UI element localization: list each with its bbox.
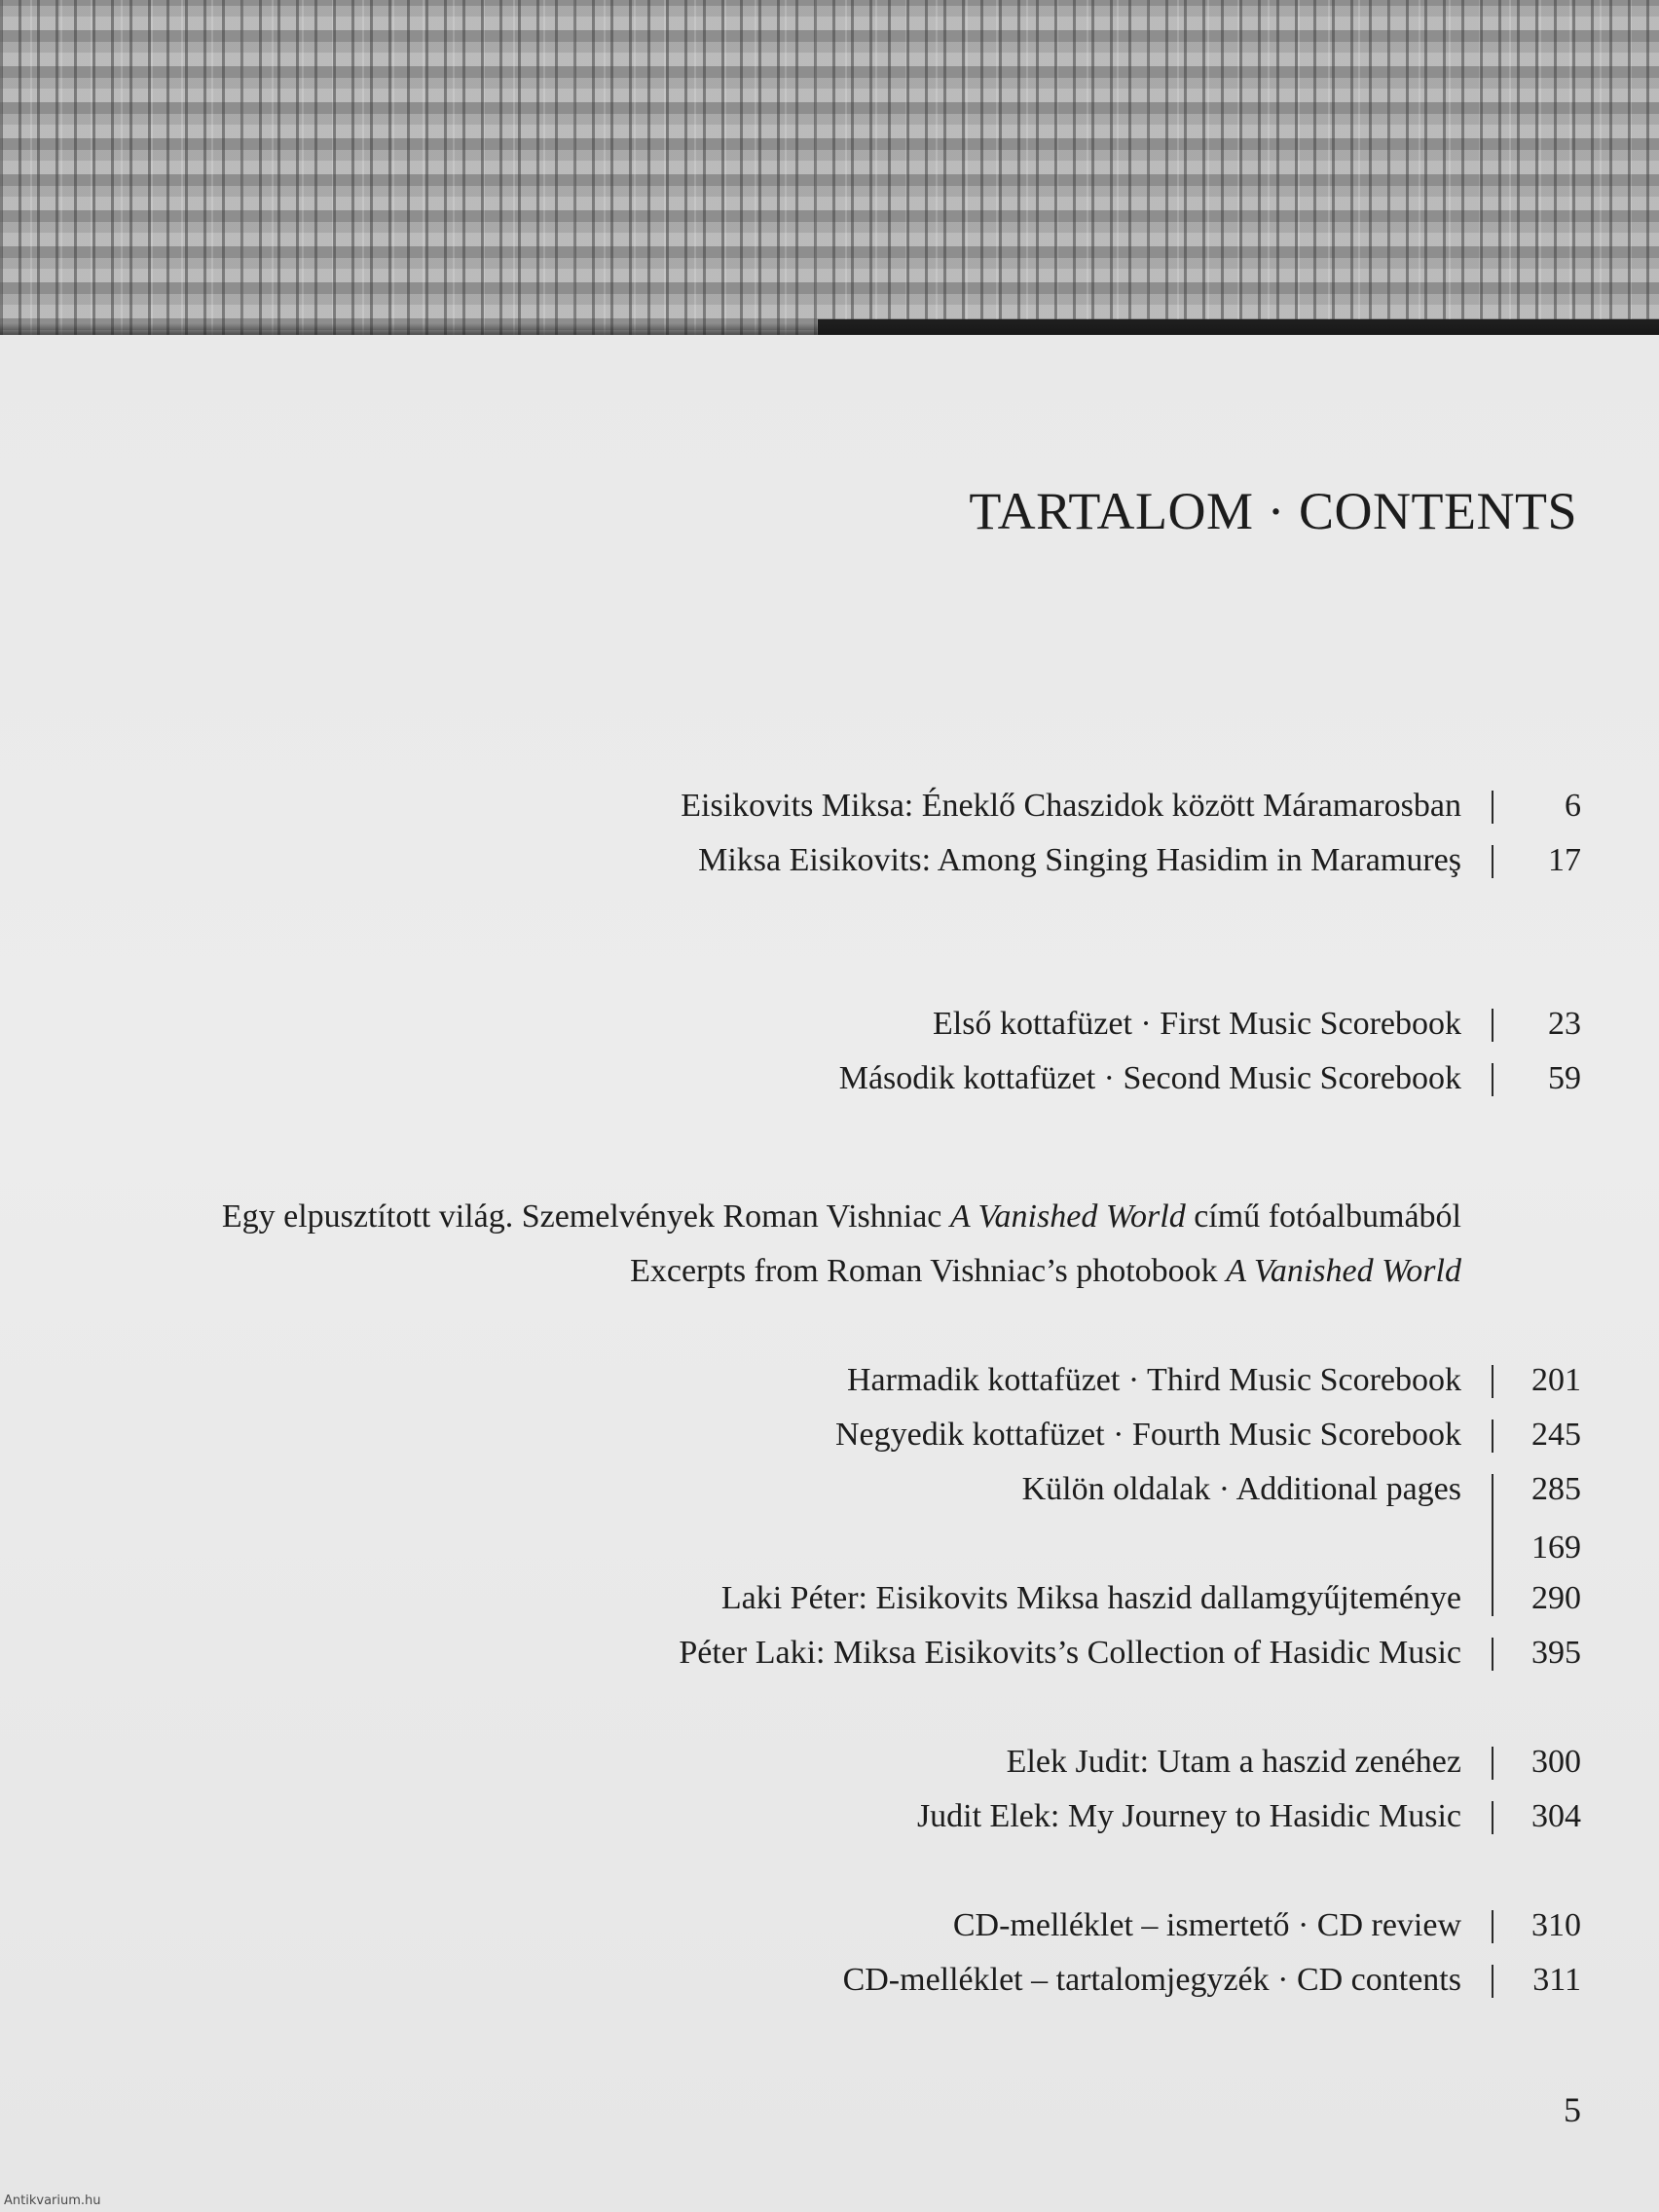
toc-entry bbox=[0, 1051, 1659, 1106]
toc-entry-title: Elek Judit: Utam a haszid zenéhez bbox=[1006, 1744, 1461, 1780]
toc-entry bbox=[0, 1953, 1659, 2008]
toc-entry-title: Eisikovits Miksa: Éneklő Chaszidok között Máramarosban bbox=[681, 788, 1461, 824]
toc-entry-title: Második kottafüzet · Second Music Scorebook bbox=[838, 1060, 1461, 1096]
toc-entry-title: Első kottafüzet · First Music Scorebook bbox=[933, 1006, 1461, 1042]
toc-entry-page: 6 bbox=[1565, 788, 1581, 824]
toc-entry bbox=[0, 1899, 1659, 1953]
toc-separator bbox=[1492, 1365, 1493, 1398]
toc-entry bbox=[0, 997, 1659, 1051]
toc-entry-line1 bbox=[0, 1190, 1659, 1244]
toc-entry-page: 395 bbox=[1531, 1635, 1581, 1671]
toc-separator bbox=[1492, 1638, 1493, 1671]
toc-entry bbox=[0, 779, 1659, 833]
toc-separator bbox=[1492, 1965, 1493, 1998]
toc-entry-title: Judit Elek: My Journey to Hasidic Music bbox=[916, 1798, 1461, 1834]
toc-entry-page: 17 bbox=[1548, 842, 1581, 878]
toc-separator bbox=[1492, 1009, 1493, 1042]
toc-entry-page: 290 bbox=[1531, 1580, 1581, 1616]
toc-entry bbox=[0, 1735, 1659, 1789]
toc-separator bbox=[1492, 1063, 1493, 1096]
toc-entry bbox=[0, 1408, 1659, 1462]
book-title-italic: A Vanished World bbox=[949, 1198, 1186, 1235]
toc-entry bbox=[0, 1571, 1659, 1626]
book-title-italic: A Vanished World bbox=[1226, 1253, 1461, 1289]
toc-entry-title: Laki Péter: Eisikovits Miksa haszid dallamgyűjteménye bbox=[720, 1580, 1461, 1616]
toc-entry-title: Harmadik kottafüzet · Third Music Scorebook bbox=[846, 1362, 1461, 1398]
toc-separator bbox=[1492, 791, 1493, 824]
toc-entry-title: CD-melléklet – ismertető · CD review bbox=[952, 1907, 1461, 1943]
toc-entry-title: Negyedik kottafüzet · Fourth Music Scorebook bbox=[834, 1417, 1461, 1453]
toc-separator bbox=[1492, 1801, 1493, 1834]
toc-separator bbox=[1492, 1583, 1493, 1616]
toc-separator bbox=[1492, 845, 1493, 878]
toc-entry-page: 59 bbox=[1548, 1060, 1581, 1096]
toc-entry-page: 23 bbox=[1548, 1006, 1581, 1042]
toc-entry bbox=[0, 1789, 1659, 1844]
wood-background bbox=[0, 0, 1659, 341]
toc-entry-page: 311 bbox=[1532, 1962, 1581, 1998]
page-number: 5 bbox=[1564, 2090, 1581, 2129]
toc-entry-page: 310 bbox=[1531, 1907, 1581, 1943]
toc-entry-title: Excerpts from Roman Vishniac’s photobook A Vanished World bbox=[630, 1253, 1461, 1289]
toc-entry bbox=[0, 833, 1659, 888]
toc-entry-page: 169 bbox=[1531, 1530, 1581, 1566]
table-of-contents bbox=[0, 335, 1659, 2212]
toc-entry bbox=[0, 1626, 1659, 1680]
toc-entry-title: Egy elpusztított világ. Szemelvények Roman Vishniac A Vanished World című fotóalbumából bbox=[221, 1198, 1461, 1235]
toc-separator bbox=[1492, 1747, 1493, 1780]
toc-entry bbox=[0, 1462, 1659, 1517]
toc-separator bbox=[1492, 1474, 1493, 1507]
toc-separator bbox=[1492, 1419, 1493, 1453]
toc-entry-page: 285 bbox=[1531, 1471, 1581, 1507]
toc-entry-page: 304 bbox=[1531, 1798, 1581, 1834]
toc-entry-title: Miksa Eisikovits: Among Singing Hasidim in Maramureş bbox=[698, 842, 1461, 878]
toc-entry-line2 bbox=[0, 1244, 1659, 1299]
toc-entry-page: 245 bbox=[1531, 1417, 1581, 1453]
toc-entry bbox=[0, 1353, 1659, 1408]
toc-entry-page: 201 bbox=[1531, 1362, 1581, 1398]
toc-entry-page: 300 bbox=[1531, 1744, 1581, 1780]
toc-entry-title: Péter Laki: Miksa Eisikovits’s Collection of Hasidic Music bbox=[679, 1635, 1461, 1671]
toc-entry-title: CD-melléklet – tartalomjegyzék · CD contents bbox=[842, 1962, 1461, 1998]
watermark: Antikvarium.hu bbox=[4, 2194, 101, 2208]
toc-entry-title: Külön oldalak · Additional pages bbox=[1021, 1471, 1461, 1507]
toc-separator bbox=[1492, 1910, 1493, 1943]
book-page bbox=[0, 335, 1659, 2212]
page-title: TARTALOM · CONTENTS bbox=[969, 482, 1577, 540]
